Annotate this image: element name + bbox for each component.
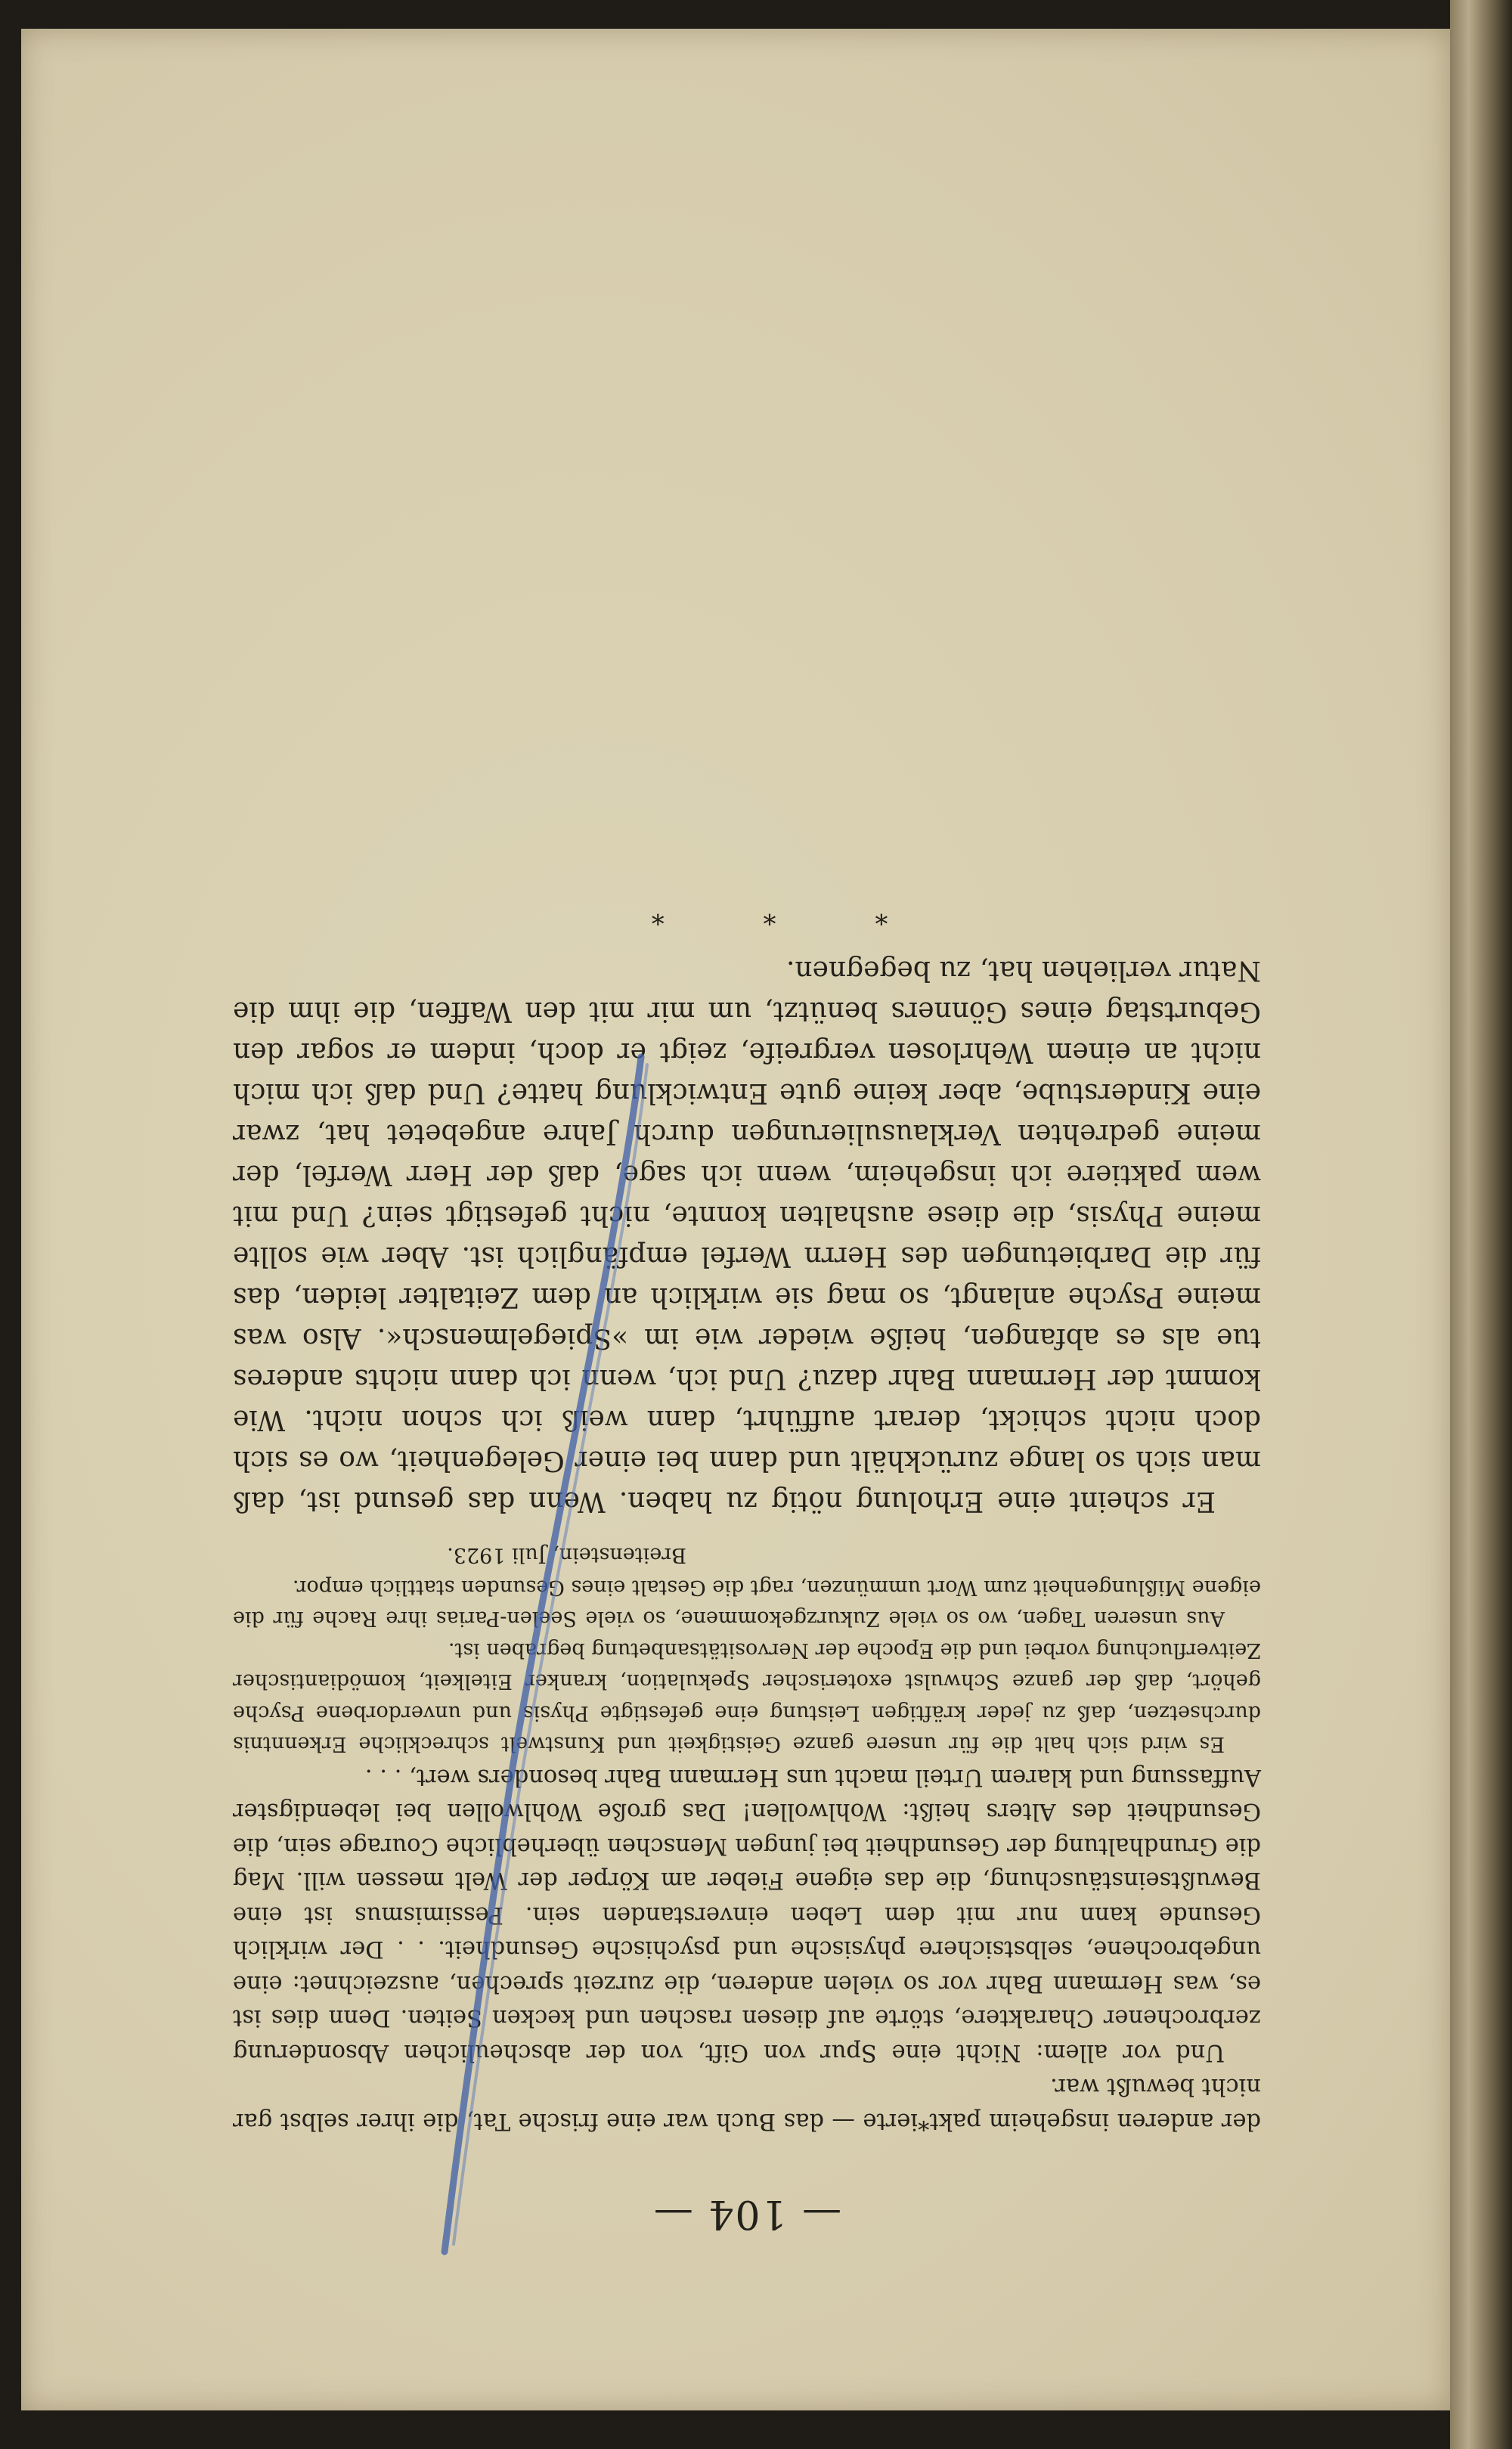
quote-paragraph-1: Es wird sich halt die für unsere ganze Geistigkeit und Kunstwelt schreckliche Erkenntnis durchsetzen, daß zu jeder kräftigen Leistung eine gefestigte Physis und unverdorbene Psyche gehört, daß der ganze Schwulst exoterischer Spekulation, kranker Eitelkeit, komödiantischer Zeitverfluchung vorbei und die Epoche der Nervositätsanbetung begraben ist. [233,1638,1261,1756]
place-date: Breitenstein, Juli 1923. [447,1543,686,1567]
page-number: — 104 — [652,2191,842,2237]
main-paragraph: Er scheint eine Erholung nötig zu haben. Wenn das gesund ist, daß man sich so lange zurückhält und dann bei einer Gelegenheit, wo es sich doch nicht schickt, derart aufführt, dann weiß ich schon nicht. Wie kommt der Hermann Bahr dazu? Und ich, wenn ich dann nichts anderes tue als es abfangen, heiße wieder wie im »Spiegelmensch«. Also was meine Psyche anlangt, so mag sie wirklich an dem Zeitalter leiden, das für die Darbietungen des Herrn Werfel empfänglich ist. Aber wie sollte meine Physis, die diese aushalten konnte, nicht gefestigt sein? Und mit wem paktiere ich insgeheim, wenn ich sage, daß der Herr Werfel, der meine gedrehten Verklausulierungen durch Jahre angebetet hat, zwar eine Kinderstube, aber keine gute Entwicklung hatte? Und daß ich mich nicht an einem Wehrlosen vergreife, zeigt er doch, indem er sogar den Geburtstag eines Gönners benützt, um mir mit den Waffen, die ihm die Natur verliehen hat, zu begegnen. [233,955,1261,1517]
paragraph-1: der anderen insgeheim pakt*ierte — das Buch war eine frische Tat, die ihrer selbst gar nicht bewußt war. [233,2073,1261,2134]
section-stars: * * * [606,900,888,931]
paragraph-2: Und vor allem: Nicht eine Spur von Gift, von der abscheulichen Absonderung zerbrochener Charaktere, störte auf diesen raschen und kecken Seiten. Denn dies ist es, was Hermann Bahr vor so vielen anderen, die zurzeit sprechen, auszeichnet: eine ungebrochene, selbstsichere physische und psychische Gesundheit. . . Der wirklich Gesunde kann nur mit dem Leben einverstanden sein. Pessimismus ist eine Bewußtseinstäuschung, die das eigene Fieber am Körper der Welt messen will. Mag die Grundhaltung der Gesundheit bei jungen Menschen überhebliche Courage sein, die Gesundheit des Alters heißt: Wohlwollen! Das große Wohlwollen bei lebendigster Auffassung und klarem Urteil macht uns Hermann Bahr besonders wert, . . . [233,1764,1261,2066]
book-edge [1450,0,1512,2449]
text-block [233,901,1261,2237]
quote-paragraph-2: Aus unseren Tagen, wo so viele Zukurzgekommene, so viele Seelen-Parias ihre Rache für die eigene Mißlungenheit zum Wort ummünzen, ragt die Gestalt eines Gesunden stattlich empor. [233,1576,1261,1631]
rotated-page-content [21,29,1450,2410]
book-page [21,29,1450,2410]
